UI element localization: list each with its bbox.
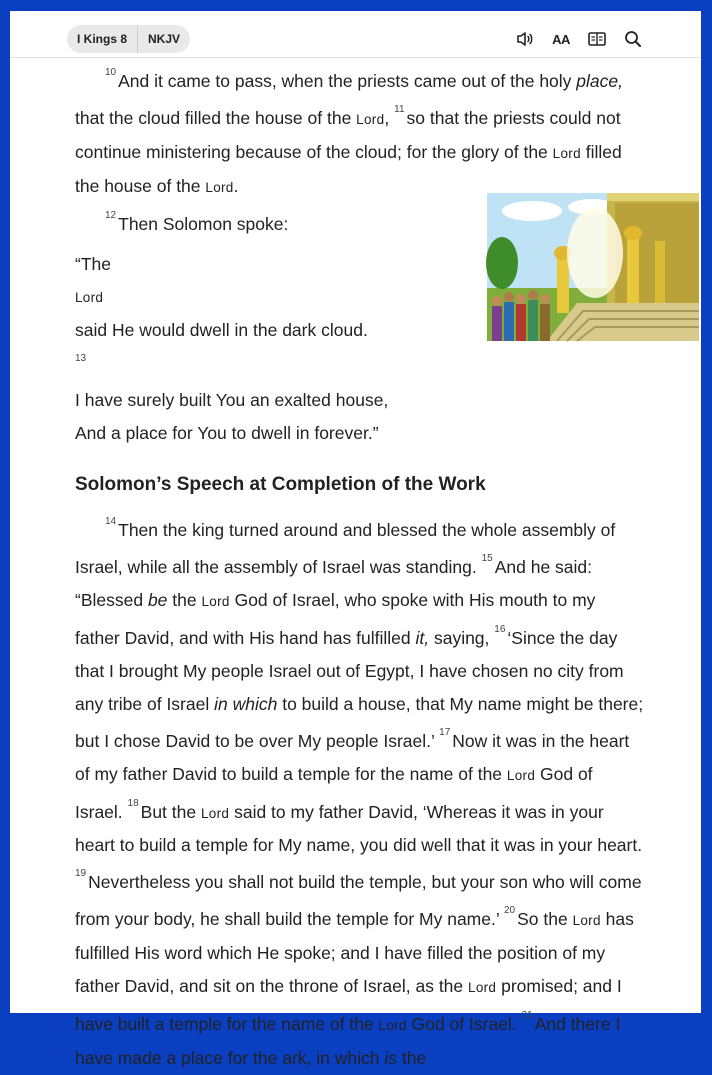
poem-line: And a place for You to dwell in forever.”: [75, 423, 379, 444]
top-toolbar: [10, 11, 701, 58]
verse-number[interactable]: 10: [105, 67, 117, 78]
verse-text: so that the priests could not continue ministering because of the cloud; for the glory of the: [75, 107, 621, 162]
text-size-icon[interactable]: AA: [552, 31, 570, 47]
book-chapter-button[interactable]: I Kings 8: [77, 32, 128, 46]
italic-word: place,: [576, 70, 623, 91]
verse-text: the: [396, 1047, 427, 1068]
verse-text: I have surely built You an exalted house,: [75, 390, 389, 411]
divine-name: Lord: [356, 111, 385, 127]
search-icon[interactable]: [623, 29, 643, 49]
verse-text: said He would dwell in the dark cloud.: [75, 320, 368, 341]
italic-word: it,: [415, 627, 430, 648]
verse-text: And it came to pass, when the priests came out of the holy: [118, 70, 577, 91]
verse-number[interactable]: 19: [75, 868, 87, 880]
verse-text: And he said: “Blessed: [75, 556, 593, 610]
paragraph-v12: [75, 204, 645, 241]
verse-number[interactable]: 18: [127, 797, 139, 809]
scripture-text: [75, 61, 645, 1075]
poem-line: [75, 248, 645, 347]
divine-name: Lord: [378, 1017, 407, 1033]
verse-text: has fulfilled His word which He spoke; and I have filled the position of my father David, and sit on the throne of Israel, as the: [75, 909, 634, 997]
verse-text: God of Israel, who spoke with His mouth to my father David, and with His hand has fulfilled: [75, 589, 596, 648]
divine-name: Lord: [552, 145, 581, 161]
poem-line: [75, 347, 645, 417]
verse-number[interactable]: 14: [105, 516, 117, 528]
verse-text: the: [167, 589, 202, 610]
verse-text: ,: [384, 107, 390, 128]
reader-page: [10, 11, 701, 1068]
paragraph-v14-21: [75, 510, 645, 1075]
verse-number[interactable]: 13: [75, 353, 87, 365]
verse-text: God of Israel.: [406, 1013, 517, 1034]
verse-text: .: [233, 175, 239, 196]
verse-number[interactable]: 11: [394, 103, 405, 115]
divine-name: Lord: [506, 767, 536, 783]
poetry-block: [75, 248, 645, 450]
divine-name: Lord: [572, 913, 601, 929]
verse-text: said to my father David, ‘Whereas it was in your heart to build a temple for My name, you did well that it was in your heart.: [75, 801, 643, 856]
verse-text: Then Solomon spoke:: [118, 213, 289, 234]
toolbar-icons: [499, 29, 643, 49]
verse-number[interactable]: 16: [494, 623, 506, 635]
italic-word: is: [384, 1047, 397, 1068]
verse-text: filled the house of the: [75, 141, 622, 196]
verse-text: Now it was in the heart of my father David to build a temple for the name of the: [75, 730, 630, 784]
verse-text: Then the king turned around and blessed the whole assembly of Israel, while all the assembly of Israel was standing.: [75, 520, 616, 577]
italic-word: in which: [214, 693, 278, 714]
divine-name: Lord: [201, 593, 230, 609]
verse-number[interactable]: 15: [481, 553, 493, 565]
italic-word: be: [147, 589, 168, 610]
divine-name: Lord: [200, 805, 230, 821]
verse-text: And there I have made a place for the ark, in which: [75, 1013, 621, 1068]
verse-text: that the cloud filled the house of the: [75, 107, 357, 128]
speaker-icon[interactable]: [515, 29, 535, 49]
verse-text: “The: [75, 254, 111, 275]
verse-text: saying,: [429, 627, 490, 648]
divine-name: Lord: [75, 290, 104, 306]
verse-text: promised; and I have built a temple for the name of the: [75, 976, 622, 1034]
divine-name: Lord: [468, 980, 497, 996]
verse-text: to build a house, that My name might be there; but I chose David to be over My people Israel.’: [75, 693, 644, 751]
verse-text: So the: [517, 909, 573, 930]
verse-text: God of Israel.: [75, 763, 593, 822]
verse-number[interactable]: 21: [521, 1010, 533, 1022]
reader-icon[interactable]: [587, 29, 607, 49]
paragraph-v10-11: [75, 61, 645, 204]
section-heading: Solomon’s Speech at Completion of the Work: [75, 474, 486, 496]
verse-text: Nevertheless you shall not build the temple, but your son who will come from your body, he shall build the temple for My name.’: [75, 872, 642, 930]
version-button[interactable]: NKJV: [148, 32, 181, 46]
verse-number[interactable]: 12: [105, 209, 117, 221]
verse-number[interactable]: 17: [439, 726, 451, 738]
verse-number[interactable]: 20: [503, 905, 516, 917]
passage-selector: [67, 25, 190, 53]
verse-text: ‘Since the day that I brought My people Israel out of Egypt, I have chosen no city from any tribe of Israel: [75, 627, 624, 714]
divine-name: Lord: [205, 179, 234, 195]
verse-text: But the: [140, 801, 201, 822]
